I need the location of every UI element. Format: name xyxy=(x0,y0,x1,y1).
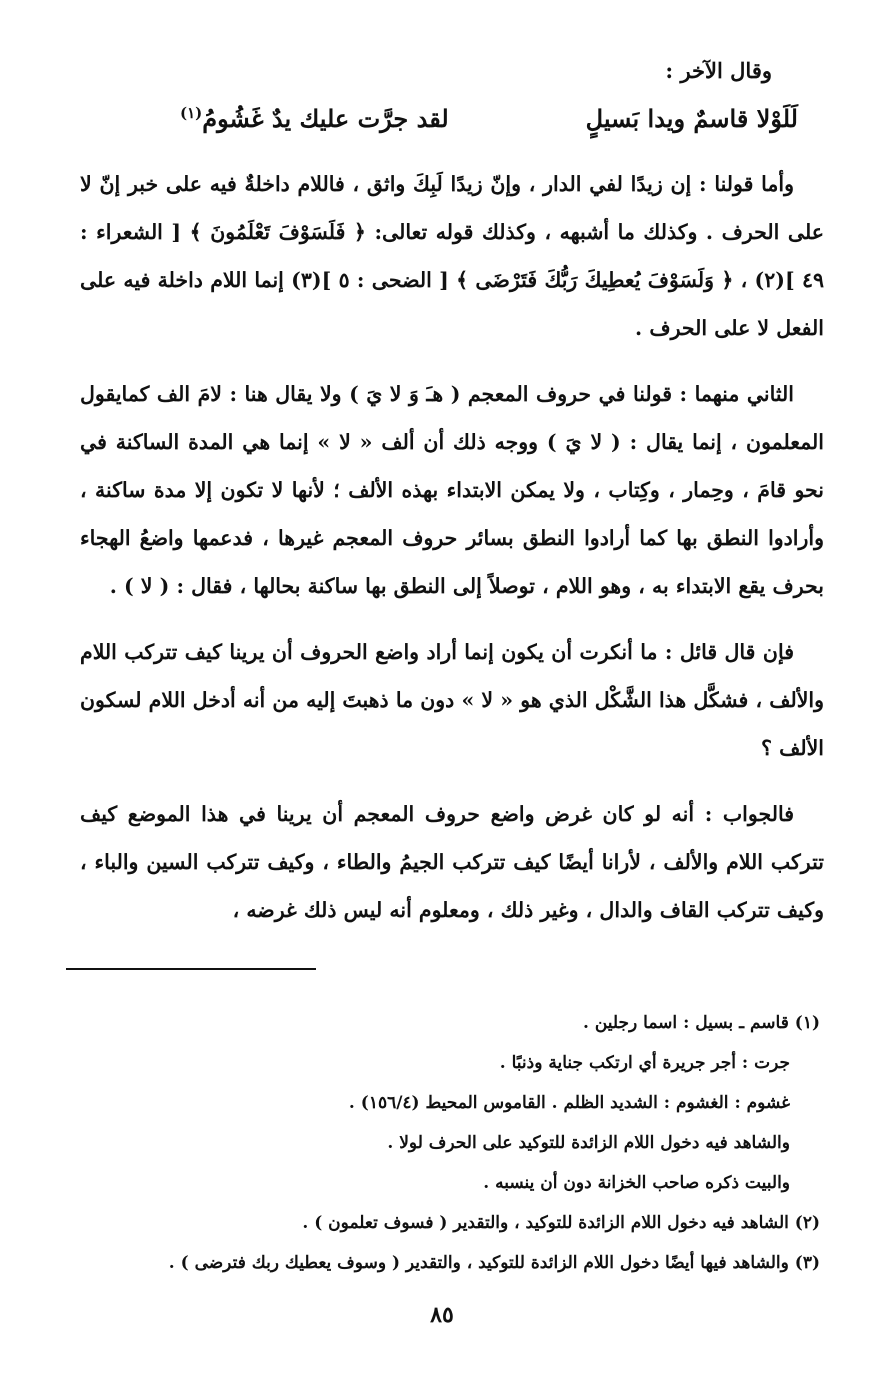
verse-first-text: لَلَوْلا قاسمٌ ويدا بَسيلٍ xyxy=(585,104,798,133)
footnote-line: والبيت ذكره صاحب الخزانة دون أن ينسبه . xyxy=(483,1173,790,1193)
footnote-reference-1: (١) xyxy=(180,104,203,122)
main-text xyxy=(80,160,824,952)
paragraph: فإن قال قائل : ما أنكرت أن يكون إنما أراد واضع الحروف أن يرينا كيف تتركب اللام والألف ، فشكَّل هذا الشَّكْل الذي هو « لا » دون ما ذهبتَ إليه من أنه أدخل اللام لسكون الألف ؟ xyxy=(80,640,824,760)
verse-intro: وقال الآخر : xyxy=(665,58,772,83)
footnote-line: (١) قاسم ـ بسيل : اسما رجلين . xyxy=(583,1013,820,1033)
footnote-separator xyxy=(66,968,316,970)
footnote-line: (٣) والشاهد فيها أيضًا دخول اللام الزائدة للتوكيد ، والتقدير ( وسوف يعطيك ربك فترضى ) . xyxy=(168,1253,820,1273)
verse-second-text: لقد جرَّت عليك يدٌ غَشُومُ xyxy=(202,104,449,133)
footnotes xyxy=(60,1003,820,1283)
poem-verse xyxy=(180,104,798,144)
footnote-line: جرت : أجر جريرة أي ارتكب جناية وذنبًا . xyxy=(499,1053,790,1073)
footnote-line: غشوم : الغشوم : الشديد الظلم . القاموس المحيط (١٥٦/٤) . xyxy=(348,1093,790,1113)
footnote-line: (٢) الشاهد فيه دخول اللام الزائدة للتوكيد ، والتقدير ( فسوف تعلمون ) . xyxy=(302,1213,820,1233)
paragraph: وأما قولنا : إن زيدًا لفي الدار ، وإنّ زيدًا لَبِكَ واثق ، فاللام داخلةٌ فيه على خبر إنّ لا على الحرف . وكذلك ما أشبهه ، وكذلك قوله تعالى: ﴿ فَلَسَوْفَ تَعْلَمُونَ ﴾ [ الشعراء : ٤٩ ](٢) ، ﴿ وَلَسَوْفَ يُعطِيكَ رَبُّكَ فَتَرْضَى ﴾ [ الضحى : ٥ ](٣) إنما اللام داخلة فيه على الفعل لا على الحرف . xyxy=(80,172,825,340)
paragraph: الثاني منهما : قولنا في حروف المعجم ( هـَ وَ لا يَ ) ولا يقال هنا : لامَ الف كمايقول المعلمون ، إنما يقال : ( لا يَ ) ووجه ذلك أن ألف « لا » إنما هي المدة الساكنة في نحو قامَ ، وحِمار ، وكِتاب ، ولا يمكن الابتداء بهذه الألف ؛ لأنها لا تكون إلا مدة ساكنة ، وأرادوا النطق بها كما أرادوا النطق بسائر حروف المعجم غيرها ، فدعمها واضعُ الهجاء بحرف يقع الابتداء به ، وهو اللام ، توصلاً إلى النطق بها ساكنة بحالها ، فقال : ( لا ) . xyxy=(80,382,824,598)
verse-first-hemistich xyxy=(586,104,798,133)
verse-second-hemistich xyxy=(180,104,449,133)
footnote-line: والشاهد فيه دخول اللام الزائدة للتوكيد على الحرف لولا . xyxy=(387,1133,790,1153)
page-number: ٨٥ xyxy=(430,1302,454,1328)
paragraph: فالجواب : أنه لو كان غرض واضع حروف المعجم أن يرينا في هذا الموضع كيف تتركب اللام والألف ، لأرانا أيضًا كيف تتركب الجيمُ والطاء ، وكيف تتركب السين والباء ، وكيف تتركب القاف والدال ، وغير ذلك ، ومعلوم أنه ليس ذلك غرضه ، xyxy=(80,802,824,922)
